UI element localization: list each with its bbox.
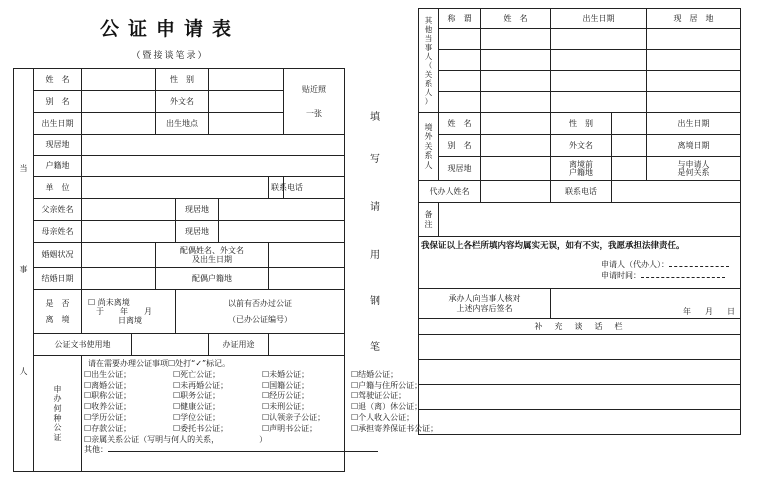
other-party-row[interactable] <box>439 92 481 113</box>
leave-date-label: 离境日期 <box>647 135 741 157</box>
mother-name-label: 母亲姓名 <box>34 221 82 243</box>
spouse-info-field[interactable] <box>269 243 345 268</box>
overseas-name-label: 姓 名 <box>439 113 481 135</box>
usage-place-field[interactable] <box>132 334 209 356</box>
other-party-residence-cell[interactable] <box>647 29 741 50</box>
guarantee-block <box>419 237 741 289</box>
header-title: 称 谓 <box>439 9 481 29</box>
overseas-name-field[interactable] <box>481 113 551 135</box>
employer-field[interactable] <box>82 177 269 199</box>
work-phone-label: 联系电话 <box>269 177 284 199</box>
name-field[interactable] <box>82 69 156 91</box>
overseas-alias-field[interactable] <box>481 135 551 157</box>
supplement-header: 补 充 谈 话 栏 <box>419 319 741 335</box>
party-label: 当 事 人 <box>14 69 34 472</box>
marriage-date-label: 结婚日期 <box>34 268 82 290</box>
father-name-label: 父亲姓名 <box>34 199 82 221</box>
other-party-residence-cell[interactable] <box>647 71 741 92</box>
mother-residence-label: 现居地 <box>176 221 219 243</box>
overseas-foreign-name-label: 外文名 <box>551 135 612 157</box>
father-residence-field[interactable] <box>219 199 345 221</box>
other-party-name-cell[interactable] <box>481 71 551 92</box>
other-party-birth-cell[interactable] <box>551 92 647 113</box>
overseas-foreign-name-field[interactable] <box>612 135 647 157</box>
gender-field[interactable] <box>209 69 284 91</box>
overseas-alias-label: 别 名 <box>439 135 481 157</box>
staff-signature-field[interactable]: 年 月 日 <box>551 289 741 319</box>
supplement-line[interactable] <box>419 335 741 360</box>
birth-place-field[interactable] <box>209 113 284 135</box>
gender-label: 性 别 <box>156 69 209 91</box>
form-title: 公证申请表 <box>99 18 240 40</box>
overseas-birth-date-label: 出生日期 <box>647 113 741 135</box>
spouse-household-label: 配偶户籍地 <box>156 268 269 290</box>
foreign-name-label: 外文名 <box>156 91 209 113</box>
agent-name-label: 代办人姓名 <box>419 181 481 203</box>
other-party-birth-cell[interactable] <box>551 29 647 50</box>
household-label: 户籍地 <box>34 156 82 177</box>
header-birth-date: 出生日期 <box>551 9 647 29</box>
usage-place-label: 公证文书使用地 <box>34 334 132 356</box>
employer-label: 单 位 <box>34 177 82 199</box>
applicant-label: 申请人（代办人）： <box>601 259 669 269</box>
other-party-label: 其 他 当 事 人 （ 关 系 人 ） <box>419 9 439 113</box>
alias-label: 别 名 <box>34 91 82 113</box>
alias-field[interactable] <box>82 91 156 113</box>
supplement-line[interactable] <box>419 385 741 410</box>
pre-leave-household-field[interactable] <box>612 157 647 181</box>
household-field[interactable] <box>82 156 345 177</box>
other-party-name-cell[interactable] <box>481 50 551 71</box>
applicant-signature[interactable] <box>669 266 729 267</box>
father-residence-label: 现居地 <box>176 199 219 221</box>
other-party-row[interactable] <box>439 50 481 71</box>
staff-check-label: 承办人向当事人核对 上述内容后签名 <box>419 289 551 319</box>
marriage-date-field[interactable] <box>82 268 156 290</box>
overseas-gender-label: 性 别 <box>551 113 612 135</box>
foreign-name-field[interactable] <box>209 91 284 113</box>
overseas-residence-field[interactable] <box>481 157 551 181</box>
prior-notarization[interactable]: 以前有否办过公证 （已办公证编号） <box>176 290 345 334</box>
other-party-name-cell[interactable] <box>481 29 551 50</box>
relation-label: 与申请人 是何关系 <box>647 157 741 181</box>
other-party-table <box>418 8 741 435</box>
birth-place-label: 出生地点 <box>156 113 209 135</box>
birth-date-label: 出生日期 <box>34 113 82 135</box>
marital-status-label: 婚姻状况 <box>34 243 82 268</box>
agent-phone-field[interactable] <box>612 181 741 203</box>
apply-time-label: 申请时间： <box>601 270 641 280</box>
overseas-residence-label: 现居地 <box>439 157 481 181</box>
name-label: 姓 名 <box>34 69 82 91</box>
remarks-label: 备 注 <box>419 203 439 237</box>
apply-time-field[interactable] <box>641 277 725 278</box>
form-subtitle: （暨接谈笔录） <box>131 51 209 61</box>
notarization-checklist[interactable]: 请在需要办理公证事项☐处打“✓”标记。 ☐出生公证； ☐死亡公证； ☐未婚公证； ☐结婚公证； ☐离婚公证； ☐未再婚公证； ☐国籍公证； ☐户籍与住所公证； ☐职称公证； ☐职务公证； ☐经历公证； ☐驾驶证公证； ☐收养公证； ☐健康公证； ☐未刑公证； ☐退（离）休公证； ☐学历公证； ☐学位公证； ☐认领亲子公证； ☐个人收入公证； ☐存款公证； ☐委托书公证； ☐声明书公证； ☐承担寄养保证书公证； ☐亲属关系公证（写明与何人的关系， ） 其他： <box>82 356 345 472</box>
mother-residence-field[interactable] <box>219 221 345 243</box>
guarantee-statement: 我保证以上各栏所填内容均属实无误，如有不实，我愿承担法律责任。 <box>421 241 685 251</box>
other-party-row[interactable] <box>439 71 481 92</box>
supplement-line[interactable] <box>419 360 741 385</box>
abroad-options[interactable]: ☐ 尚未离境 于 年 月 日离境 <box>82 290 176 334</box>
spouse-info-label: 配偶姓名、外文名 及出生日期 <box>156 243 269 268</box>
spouse-household-field[interactable] <box>269 268 345 290</box>
supplement-line[interactable] <box>419 410 741 435</box>
marital-status-field[interactable] <box>82 243 156 268</box>
residence-field[interactable] <box>82 135 345 156</box>
other-party-birth-cell[interactable] <box>551 50 647 71</box>
agent-phone-label: 联系电话 <box>551 181 612 203</box>
birth-date-field[interactable] <box>82 113 156 135</box>
agent-name-field[interactable] <box>481 181 551 203</box>
remarks-field[interactable] <box>439 203 741 237</box>
usage-purpose-field[interactable] <box>269 334 345 356</box>
residence-label: 现居地 <box>34 135 82 156</box>
other-party-row[interactable] <box>439 29 481 50</box>
mother-name-field[interactable] <box>82 221 176 243</box>
other-party-residence-cell[interactable] <box>647 92 741 113</box>
overseas-gender-field[interactable] <box>612 113 647 135</box>
apply-type-label: 申 办 何 种 公 证 <box>34 356 82 472</box>
header-name: 姓 名 <box>481 9 551 29</box>
father-name-field[interactable] <box>82 199 176 221</box>
other-party-birth-cell[interactable] <box>551 71 647 92</box>
overseas-label: 境 外 关 系 人 <box>419 113 439 181</box>
abroad-label: 是 否 离 境 <box>34 290 82 334</box>
photo-box: 贴近照 一张 <box>284 69 345 135</box>
pre-leave-household-label: 离境前 户籍地 <box>551 157 612 181</box>
other-party-name-cell[interactable] <box>481 92 551 113</box>
other-party-residence-cell[interactable] <box>647 50 741 71</box>
header-residence: 现 居 地 <box>647 9 741 29</box>
usage-purpose-label: 办证用途 <box>209 334 269 356</box>
